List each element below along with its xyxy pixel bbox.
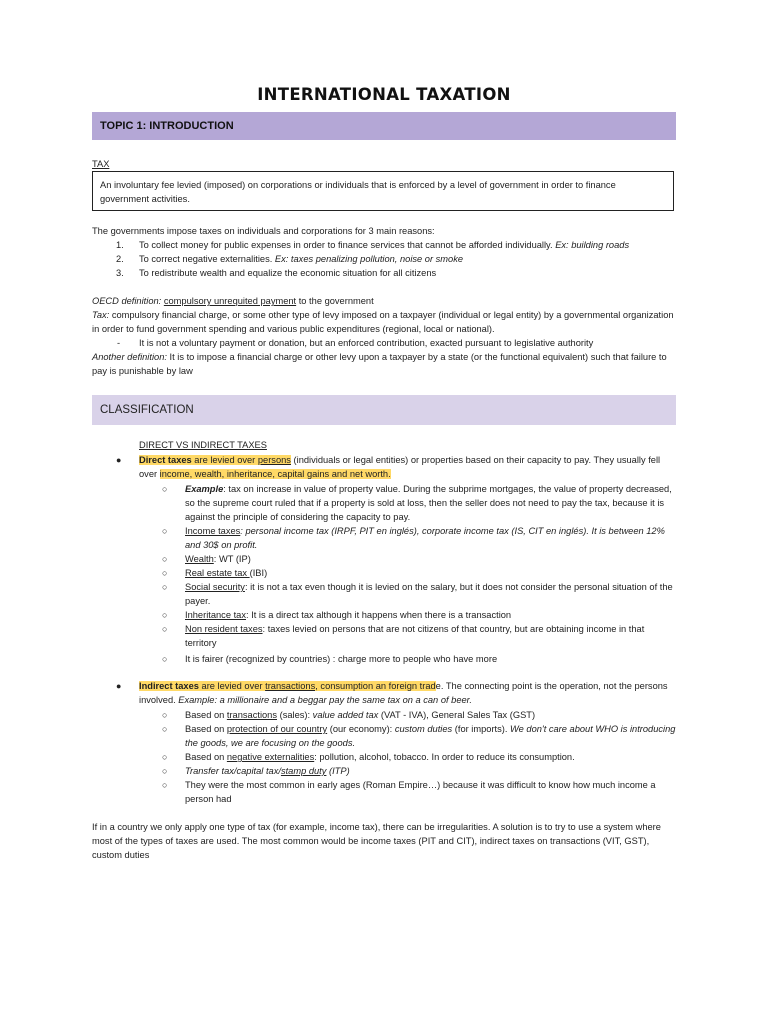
indirect-transactions: transactions <box>265 681 316 691</box>
item-text: : pollution, alcohol, tobacco. In order to reduce its consumption. <box>314 752 575 762</box>
bullet-icon: ● <box>116 681 122 691</box>
inheritance-item <box>185 608 511 622</box>
final-paragraph: If in a country we only apply one type of tax (for example, income tax), there can be irregularities. A solution is to try to use a system where most of the types of taxes are used. The most common would be income taxes (PIT and CIT), indirect taxes on transactions (VIT, GST), custom duties <box>92 822 661 860</box>
fairer-item: It is fairer (recognized by countries) : charge more to people who have more <box>185 654 498 664</box>
income-taxes-label: Income taxes <box>185 526 241 536</box>
wealth-label: Wealth <box>185 554 214 564</box>
tax-definition: An involuntary fee levied (imposed) on corporations or individuals that is enforced by a level of government in order to finance government activities. <box>100 180 616 204</box>
direct-taxes-paragraph <box>139 453 676 481</box>
based-externalities-item <box>185 750 575 764</box>
direct-text: are levied over <box>191 455 258 465</box>
circle-bullet-icon: ○ <box>162 582 168 592</box>
income-taxes-text: : personal income tax (IRPF, PIT en inglés), corporate income tax (IS, CIT en inglés). It is between 12% and 30$ on profit. <box>185 526 665 550</box>
social-security-text: : it is not a tax even though it is levied on the salary, but it does not consider the personal situation of the payer. <box>185 582 673 606</box>
circle-bullet-icon: ○ <box>162 766 168 776</box>
reason-number: 2. <box>116 254 124 264</box>
social-security-label: Social security <box>185 582 245 592</box>
item-underlined: transactions <box>226 710 278 720</box>
oecd-rest: to the government <box>296 296 374 306</box>
topic-heading-bar <box>92 112 676 140</box>
circle-bullet-icon: ○ <box>162 624 168 634</box>
reason-text: To redistribute wealth and equalize the economic situation for all citizens <box>139 268 437 278</box>
circle-bullet-icon: ○ <box>162 568 168 578</box>
circle-bullet-icon: ○ <box>162 526 168 536</box>
reasons-intro: The governments impose taxes on individuals and corporations for 3 main reasons: <box>92 226 435 236</box>
bullet-icon: ● <box>116 455 122 465</box>
reason-number: 1. <box>116 240 124 250</box>
direct-vs-indirect-heading: DIRECT VS INDIRECT TAXES <box>139 440 267 450</box>
classification-heading-bar <box>92 395 676 425</box>
reason-text: To correct negative externalities. <box>139 254 275 264</box>
inheritance-label: Inheritance tax <box>185 610 246 620</box>
circle-bullet-icon: ○ <box>162 780 168 790</box>
non-resident-item <box>185 622 676 650</box>
indirect-taxes-paragraph <box>139 679 676 707</box>
circle-bullet-icon: ○ <box>162 554 168 564</box>
item-italic: custom duties <box>394 724 453 734</box>
non-resident-text: : taxes levied on persons that are not citizens of that country, but are obtaining income in that territory <box>185 624 645 648</box>
item-underlined: negative externalities <box>226 752 315 762</box>
reason-example: Ex: building roads <box>555 240 630 250</box>
circle-bullet-icon: ○ <box>162 610 168 620</box>
item-text: (sales): <box>277 710 313 720</box>
income-taxes-item <box>185 524 676 552</box>
reason-number: 3. <box>116 268 124 278</box>
real-estate-item <box>185 566 267 580</box>
another-label: Another definition: <box>92 352 167 362</box>
dash-item: It is not a voluntary payment or donation, but an enforced contribution, exacted pursuant to legislative authority <box>139 338 594 348</box>
social-security-item <box>185 580 676 608</box>
based-protection-item <box>185 722 676 750</box>
wealth-item <box>185 552 251 566</box>
reason-item <box>139 252 463 266</box>
circle-bullet-icon: ○ <box>162 484 168 494</box>
circle-bullet-icon: ○ <box>162 752 168 762</box>
non-resident-label: Non resident taxes <box>185 624 263 634</box>
wealth-text: : WT (IP) <box>213 554 251 564</box>
item-italic: (ITP) <box>326 766 350 776</box>
indirect-example: Example: a millionaire and a beggar pay the same tax on a can of beer. <box>178 695 472 705</box>
item-underlined: stamp duty <box>280 766 327 776</box>
topic-heading: TOPIC 1: INTRODUCTION <box>100 120 234 132</box>
circle-bullet-icon: ○ <box>162 710 168 720</box>
oecd-label: OECD definition: <box>92 296 162 306</box>
tax-heading: TAX <box>92 159 110 169</box>
indirect-highlight: , consumption an foreign trad <box>315 681 436 691</box>
oecd-definition <box>92 294 374 308</box>
item-italic: We don't care about WHO is introducing the goods, we are focusing on the goods. <box>185 724 676 748</box>
another-text: It is to impose a financial charge or other levy upon a taxpayer by a state (or the functional equivalent) such that failure to pay is punishable by law <box>92 352 667 376</box>
indirect-text: e. The connecting point is the operation, not the persons involved. <box>139 681 668 705</box>
item-text: Based on <box>185 724 227 734</box>
item-italic: Transfer tax/capital tax/ <box>185 766 281 776</box>
item-text: Based on <box>185 752 227 762</box>
tax-para-text: compulsory financial charge, or some other type of levy imposed on a taxpayer (individual or legal entity) by a governmental organization in order to fund government spending and various public expenditures (regional, local or national). <box>92 310 674 334</box>
item-text: (VAT - IVA), General Sales Tax (GST) <box>378 710 536 720</box>
tax-para-label: Tax: <box>92 310 110 320</box>
most-common-item: They were the most common in early ages (Roman Empire…) because it was difficult to know how much income a person had <box>185 780 656 804</box>
direct-taxes-label: Direct taxes <box>139 455 192 465</box>
item-text: Based on <box>185 710 227 720</box>
document-title: INTERNATIONAL TAXATION <box>257 85 511 104</box>
indirect-taxes-label: Indirect taxes <box>139 681 199 691</box>
classification-heading: CLASSIFICATION <box>100 404 194 416</box>
inheritance-text: : It is a direct tax although it happens when there is a transaction <box>245 610 512 620</box>
direct-highlight: income, wealth, inheritance, capital gains and net worth. <box>159 469 391 479</box>
transfer-tax-item <box>185 764 350 778</box>
example-text: : tax on increase in value of property value. During the subprime mortgages, the value of property decreased, so the supreme court ruled that if a property is sold at loss, then the seller does not need to pay the tax, because it is against the principle of considering the capacity to pay. <box>185 484 672 522</box>
tax-paragraph <box>92 308 676 336</box>
direct-text: (individuals or legal entities) or properties based on their capacity to pay. They usually fell over <box>139 455 661 479</box>
based-transactions-item <box>185 708 535 722</box>
dash-marker: - <box>117 338 121 348</box>
direct-example <box>185 482 676 524</box>
item-text: (for imports). <box>452 724 511 734</box>
another-definition <box>92 350 676 378</box>
circle-bullet-icon: ○ <box>162 654 168 664</box>
real-estate-label: Real estate tax <box>185 568 250 578</box>
circle-bullet-icon: ○ <box>162 724 168 734</box>
reason-item <box>139 266 436 280</box>
real-estate-text: (IBI) <box>249 568 268 578</box>
item-text: (our economy): <box>327 724 395 734</box>
reason-example: Ex: taxes penalizing pollution, noise or smoke <box>274 254 464 264</box>
direct-persons: persons <box>257 455 291 465</box>
example-label: Example <box>185 484 224 494</box>
oecd-underlined: compulsory unrequited payment <box>163 296 297 306</box>
tax-definition-box <box>92 171 674 211</box>
reason-text: To collect money for public expenses in order to finance services that cannot be afforded individually. <box>139 240 556 250</box>
item-underlined: protection of our country <box>226 724 328 734</box>
item-italic: value added tax <box>312 710 379 720</box>
reason-item <box>139 238 629 252</box>
indirect-text: are levied over <box>198 681 266 691</box>
